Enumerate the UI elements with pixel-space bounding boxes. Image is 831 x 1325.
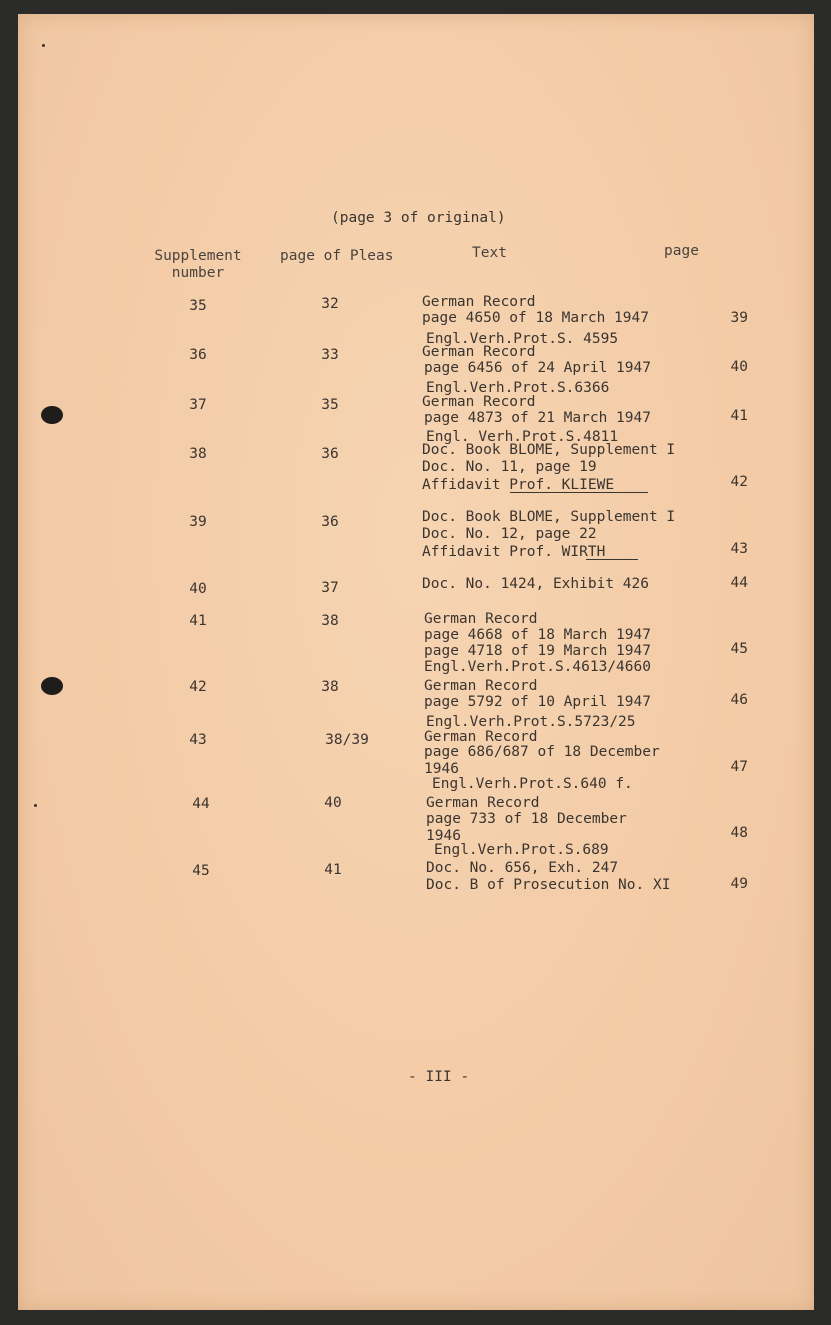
text-line: Doc. No. 1424, Exhibit 426	[422, 576, 649, 592]
pleas-page: 38	[321, 613, 339, 629]
page-number: 49	[730, 876, 748, 892]
text-line: German Record	[424, 729, 538, 745]
supplement-number: 41	[189, 613, 207, 629]
text-line: German Record	[426, 795, 540, 811]
text-line: Engl.Verh.Prot.S.4613/4660	[424, 659, 651, 675]
page-number: 48	[730, 825, 748, 841]
pleas-page: 37	[321, 580, 339, 596]
pleas-page: 36	[321, 514, 339, 530]
pleas-page: 35	[321, 397, 339, 413]
text-line: Engl.Verh.Prot.S.689	[434, 842, 609, 858]
text-line: German Record	[424, 611, 538, 627]
pleas-page: 32	[321, 296, 339, 312]
supplement-number: 42	[189, 679, 207, 695]
document-page	[18, 14, 814, 1310]
text-line: page 5792 of 10 April 1947	[424, 694, 651, 710]
punch-hole-lower	[41, 677, 63, 695]
page-number: 43	[730, 541, 748, 557]
punch-hole-upper	[41, 406, 63, 424]
supplement-number: 38	[189, 446, 207, 462]
text-line: German Record	[422, 294, 536, 310]
page-footer: - III -	[408, 1069, 470, 1085]
text-line: Doc. Book BLOME, Supplement I	[422, 509, 676, 525]
text-line: Affidavit Prof. WIRTH	[422, 544, 606, 560]
header-supplement-number: number	[171, 265, 225, 281]
text-line: German Record	[422, 344, 536, 360]
text-line: German Record	[422, 394, 536, 410]
supplement-number: 35	[189, 298, 207, 314]
text-line: page 733 of 18 December	[426, 811, 627, 827]
underline-wirth	[586, 559, 638, 560]
supplement-number: 36	[189, 347, 207, 363]
text-line: page 4650 of 18 March 1947	[422, 310, 649, 326]
supplement-number: 43	[189, 732, 207, 748]
text-line: page 4668 of 18 March 1947	[424, 627, 651, 643]
header-page: page	[664, 243, 699, 259]
text-line: Engl.Verh.Prot.S. 4595	[426, 331, 619, 347]
paper-speck	[34, 804, 37, 807]
pleas-page: 38	[321, 679, 339, 695]
text-line: Doc. B of Prosecution No. XI	[426, 877, 671, 893]
text-line: Engl.Verh.Prot.S.6366	[426, 380, 610, 396]
page-number: 44	[730, 575, 748, 591]
supplement-number: 39	[189, 514, 207, 530]
page-number: 46	[730, 692, 748, 708]
text-line: 1946	[426, 828, 461, 844]
text-line: 1946	[424, 761, 459, 777]
text-line: Doc. No. 656, Exh. 247	[426, 860, 619, 876]
page-number: 41	[730, 408, 748, 424]
text-line: Doc. Book BLOME, Supplement I	[422, 442, 676, 458]
paper-speck	[42, 44, 45, 47]
text-line: page 4718 of 19 March 1947	[424, 643, 651, 659]
text-line: page 686/687 of 18 December	[424, 744, 660, 760]
text-line: page 6456 of 24 April 1947	[424, 360, 651, 376]
page-number: 45	[730, 641, 748, 657]
pleas-page: 33	[321, 347, 339, 363]
header-supplement: Supplement	[154, 248, 242, 264]
text-line: Engl.Verh.Prot.S.5723/25	[426, 714, 636, 730]
text-line: page 4873 of 21 March 1947	[424, 410, 651, 426]
text-line: German Record	[424, 678, 538, 694]
header-text: Text	[472, 245, 507, 261]
page-number: 39	[730, 310, 748, 326]
pleas-page: 38/39	[325, 732, 369, 748]
text-line: Doc. No. 11, page 19	[422, 459, 597, 475]
supplement-number: 45	[192, 863, 210, 879]
page-number: 47	[730, 759, 748, 775]
text-line: Engl. Verh.Prot.S.4811	[426, 429, 619, 445]
header-pleas: page of Pleas	[280, 248, 394, 264]
text-line: Engl.Verh.Prot.S.640 f.	[432, 776, 633, 792]
supplement-number: 37	[189, 397, 207, 413]
page-number: 42	[730, 474, 748, 490]
text-line: Doc. No. 12, page 22	[422, 526, 597, 542]
pleas-page: 40	[324, 795, 342, 811]
page-number: 40	[730, 359, 748, 375]
pleas-page: 36	[321, 446, 339, 462]
supplement-number: 44	[192, 796, 210, 812]
text-line: Affidavit Prof. KLIEWE	[422, 477, 615, 493]
underline-kliewe	[510, 492, 648, 493]
page-title: (page 3 of original)	[331, 210, 506, 226]
pleas-page: 41	[324, 862, 342, 878]
supplement-number: 40	[189, 581, 207, 597]
